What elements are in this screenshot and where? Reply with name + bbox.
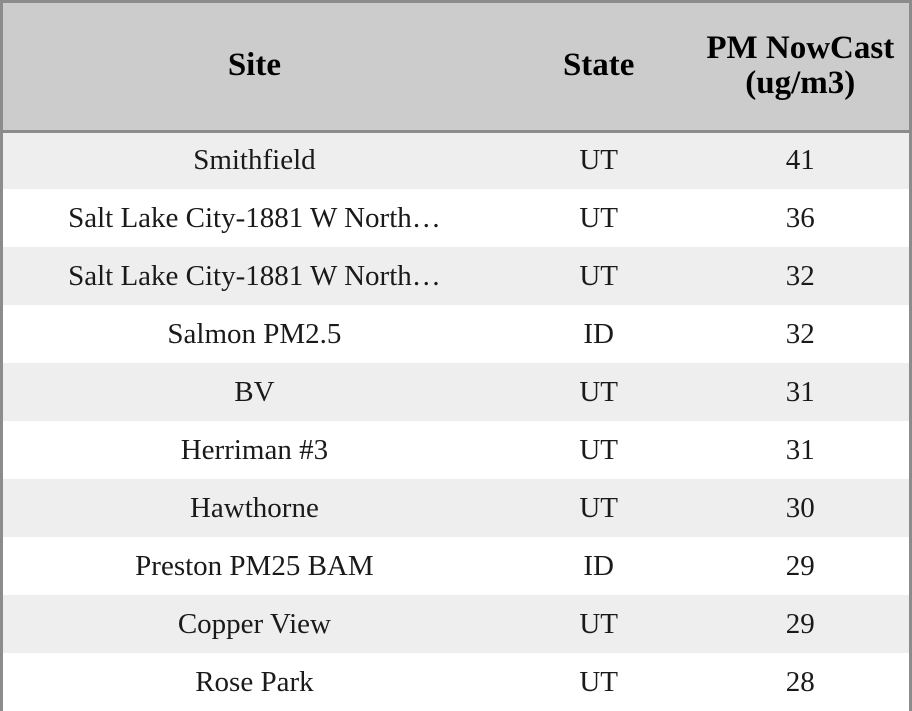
cell-pm-nowcast: 29 xyxy=(785,549,815,582)
table-row[interactable] xyxy=(3,247,909,305)
cell-state: ID xyxy=(583,317,614,350)
table-row[interactable] xyxy=(3,131,909,189)
cell-state: UT xyxy=(579,491,619,524)
cell-site: Smithfield xyxy=(193,144,316,177)
table-row[interactable] xyxy=(3,421,909,479)
table-header-row xyxy=(3,3,909,131)
cell-pm-nowcast: 31 xyxy=(785,433,815,466)
cell-site: Rose Park xyxy=(195,665,314,698)
table-row[interactable] xyxy=(3,653,909,711)
table-row[interactable] xyxy=(3,595,909,653)
column-header-state[interactable]: State xyxy=(506,3,692,131)
cell-state: UT xyxy=(579,259,619,292)
cell-site: Herriman #3 xyxy=(180,433,329,466)
cell-state: UT xyxy=(579,201,619,234)
cell-pm-nowcast: 31 xyxy=(785,375,815,408)
cell-pm-nowcast: 32 xyxy=(785,259,815,292)
air-quality-table xyxy=(3,3,909,711)
cell-site: Salt Lake City-1881 W North… xyxy=(68,259,441,292)
cell-state: UT xyxy=(579,433,619,466)
cell-state: UT xyxy=(579,665,619,698)
cell-site: Salt Lake City-1881 W North… xyxy=(68,201,441,234)
table-row[interactable] xyxy=(3,305,909,363)
table-row[interactable] xyxy=(3,479,909,537)
column-header-pm-nowcast[interactable]: PM NowCast (ug/m3) xyxy=(692,3,909,131)
cell-site: Salmon PM2.5 xyxy=(167,317,342,350)
cell-site: Preston PM25 BAM xyxy=(135,549,374,582)
cell-pm-nowcast: 32 xyxy=(785,317,815,350)
cell-pm-nowcast: 29 xyxy=(785,607,815,640)
cell-pm-nowcast: 36 xyxy=(785,201,815,234)
cell-site: Copper View xyxy=(177,607,331,640)
table-header xyxy=(3,3,909,131)
cell-state: UT xyxy=(579,375,619,408)
cell-site: Hawthorne xyxy=(189,491,319,524)
cell-pm-nowcast: 41 xyxy=(785,144,815,177)
table-body xyxy=(3,131,909,711)
cell-state: UT xyxy=(579,144,619,177)
cell-state: ID xyxy=(583,549,614,582)
column-header-site[interactable]: Site xyxy=(3,3,506,131)
table-row[interactable] xyxy=(3,537,909,595)
cell-pm-nowcast: 28 xyxy=(785,665,815,698)
table-row[interactable] xyxy=(3,189,909,247)
table-row[interactable] xyxy=(3,363,909,421)
cell-site: BV xyxy=(234,375,275,408)
cell-state: UT xyxy=(579,607,619,640)
cell-pm-nowcast: 30 xyxy=(785,491,815,524)
